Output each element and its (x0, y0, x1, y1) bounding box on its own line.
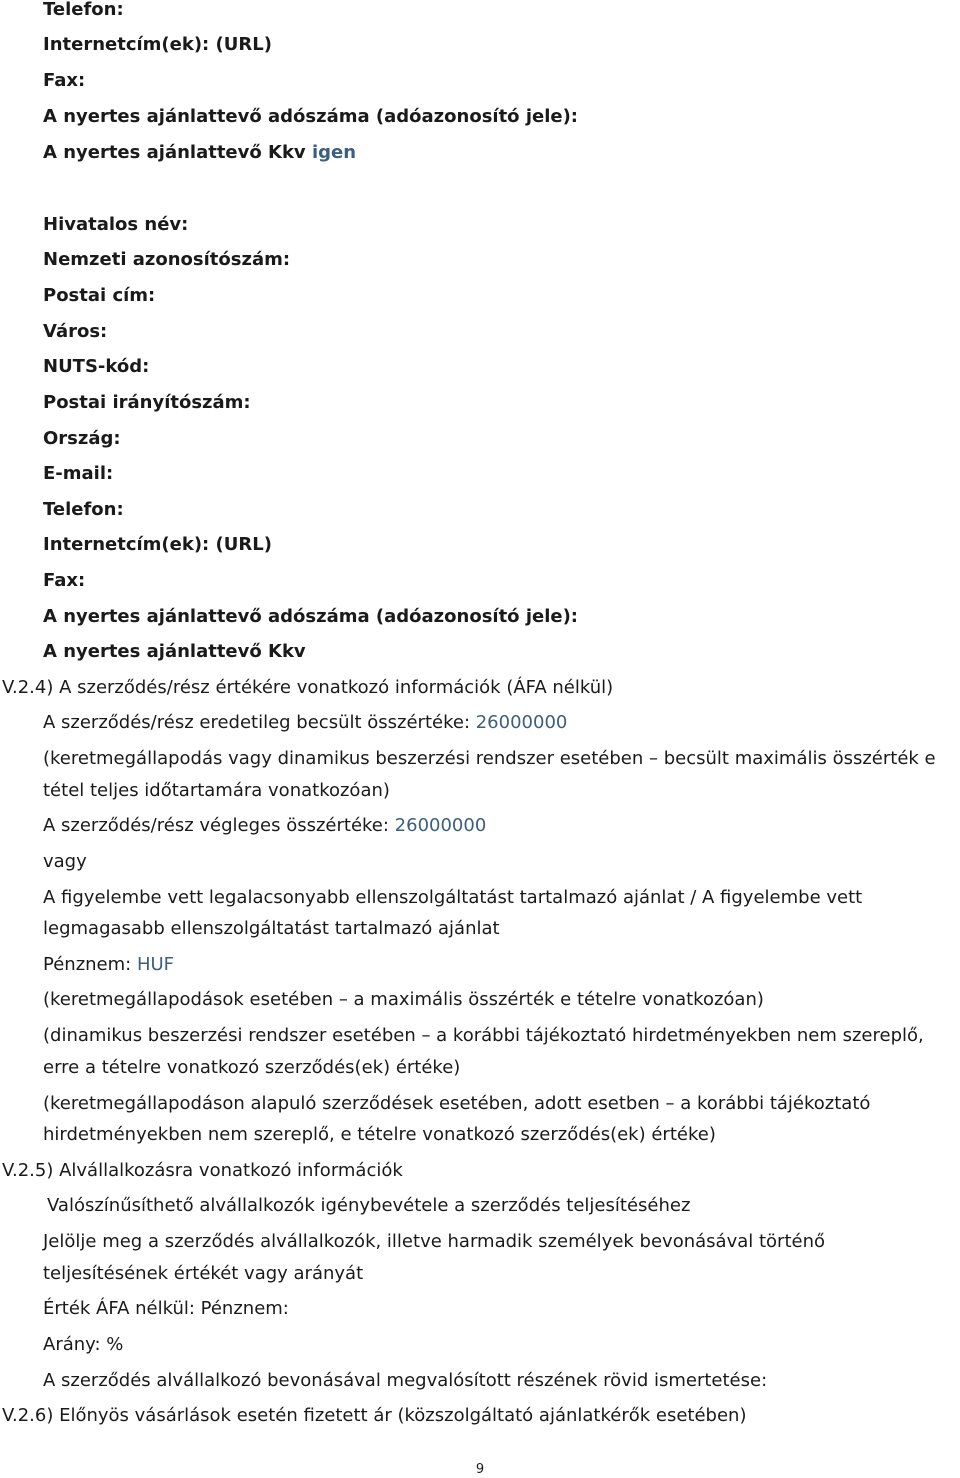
nemzeti-azonosito-label: Nemzeti azonosítószám: (43, 249, 291, 270)
keretalapulo-note-line2: hirdetményekben nem szereplő, e tételre vonatkozó szerződés(ek) értéke) (43, 1124, 716, 1145)
section-v24-heading: V.2.4) A szerződés/rész értékére vonatkozó információk (ÁFA nélkül) (2, 677, 614, 698)
becsult-ossz-label: A szerződés/rész eredetileg becsült összértéke: (43, 712, 476, 733)
email-label: E-mail: (43, 463, 114, 484)
page-number: 9 (475, 1462, 485, 1477)
becsult-ossz-value: 26000000 (475, 712, 568, 733)
vagy-text: vagy (43, 851, 87, 872)
keret-note-line1: (keretmegállapodás vagy dinamikus beszerzési rendszer esetében – becsült maximális összérték e (43, 748, 936, 769)
figyelembe-line1: A figyelembe vett legalacsonyabb ellenszolgáltatást tartalmazó ajánlat / A figyelembe vett (43, 887, 863, 908)
vegleges-ossz-value: 26000000 (394, 815, 487, 836)
section-v26-heading: V.2.6) Előnyös vásárlások esetén fizetett ár (közszolgáltató ajánlatkérők esetében) (2, 1405, 747, 1426)
penznem-label: Pénznem: (43, 954, 137, 975)
telefon-label-2: Telefon: (43, 499, 124, 520)
arany-label: Arány: % (43, 1334, 124, 1355)
fax-label-2: Fax: (43, 570, 86, 591)
section-v25-heading: V.2.5) Alvállalkozásra vonatkozó információk (2, 1160, 403, 1181)
kkv-line-1 (43, 142, 356, 164)
kkv-label-2: A nyertes ajánlattevő Kkv (43, 641, 306, 662)
jelolje-line1: Jelölje meg a szerződés alvállalkozók, illetve harmadik személyek bevonásával történő (43, 1231, 825, 1252)
iranyitoszam-label: Postai irányítószám: (43, 392, 251, 413)
telefon-label-1: Telefon: (43, 0, 124, 20)
orszag-label: Ország: (43, 428, 121, 449)
valoszinu-alvallalkozok: Valószínűsíthető alvállalkozók igénybevétele a szerződés teljesítéséhez (47, 1195, 691, 1216)
jelolje-line2: teljesítésének értékét vagy arányát (43, 1263, 364, 1284)
keret-note-line2: tétel teljes időtartamára vonatkozóan) (43, 780, 390, 801)
fax-label-1: Fax: (43, 70, 86, 91)
kkv-label-1: A nyertes ajánlattevő Kkv (43, 142, 306, 163)
nuts-label: NUTS-kód: (43, 356, 150, 377)
becsult-ossz-line (43, 712, 567, 734)
vegleges-ossz-line (43, 815, 486, 837)
penznem-line (43, 954, 174, 976)
kkv-value-1: igen (311, 142, 357, 163)
internet-label-1: Internetcím(ek): (URL) (43, 34, 272, 55)
vegleges-ossz-label: A szerződés/rész végleges összértéke: (43, 815, 395, 836)
keretalapulo-note-line1: (keretmegállapodáson alapuló szerződések esetében, adott esetben – a korábbi tájékoztató (43, 1093, 871, 1114)
dinamikus-note-line2: erre a tételre vonatkozó szerződés(ek) értéke) (43, 1057, 461, 1078)
internet-label-2: Internetcím(ek): (URL) (43, 534, 272, 555)
dinamikus-note-line1: (dinamikus beszerzési rendszer esetében – a korábbi tájékoztató hirdetményekben nem szereplő, (43, 1025, 924, 1046)
keretmeg-max-note: (keretmegállapodások esetében – a maximális összérték e tételre vonatkozóan) (43, 989, 764, 1010)
hivatalos-nev-label: Hivatalos név: (43, 214, 189, 235)
adoszam-label-1: A nyertes ajánlattevő adószáma (adóazonosító jele): (43, 106, 578, 127)
figyelembe-line2: legmagasabb ellenszolgáltatást tartalmazó ajánlat (43, 918, 500, 939)
postai-cim-label: Postai cím: (43, 285, 156, 306)
penznem-value: HUF (136, 954, 175, 975)
ertek-afa-nelkul: Érték ÁFA nélkül: Pénznem: (43, 1298, 289, 1319)
adoszam-label-2: A nyertes ajánlattevő adószáma (adóazonosító jele): (43, 606, 578, 627)
varos-label: Város: (43, 321, 108, 342)
rovid-ismertetes: A szerződés alvállalkozó bevonásával megvalósított részének rövid ismertetése: (43, 1370, 768, 1391)
